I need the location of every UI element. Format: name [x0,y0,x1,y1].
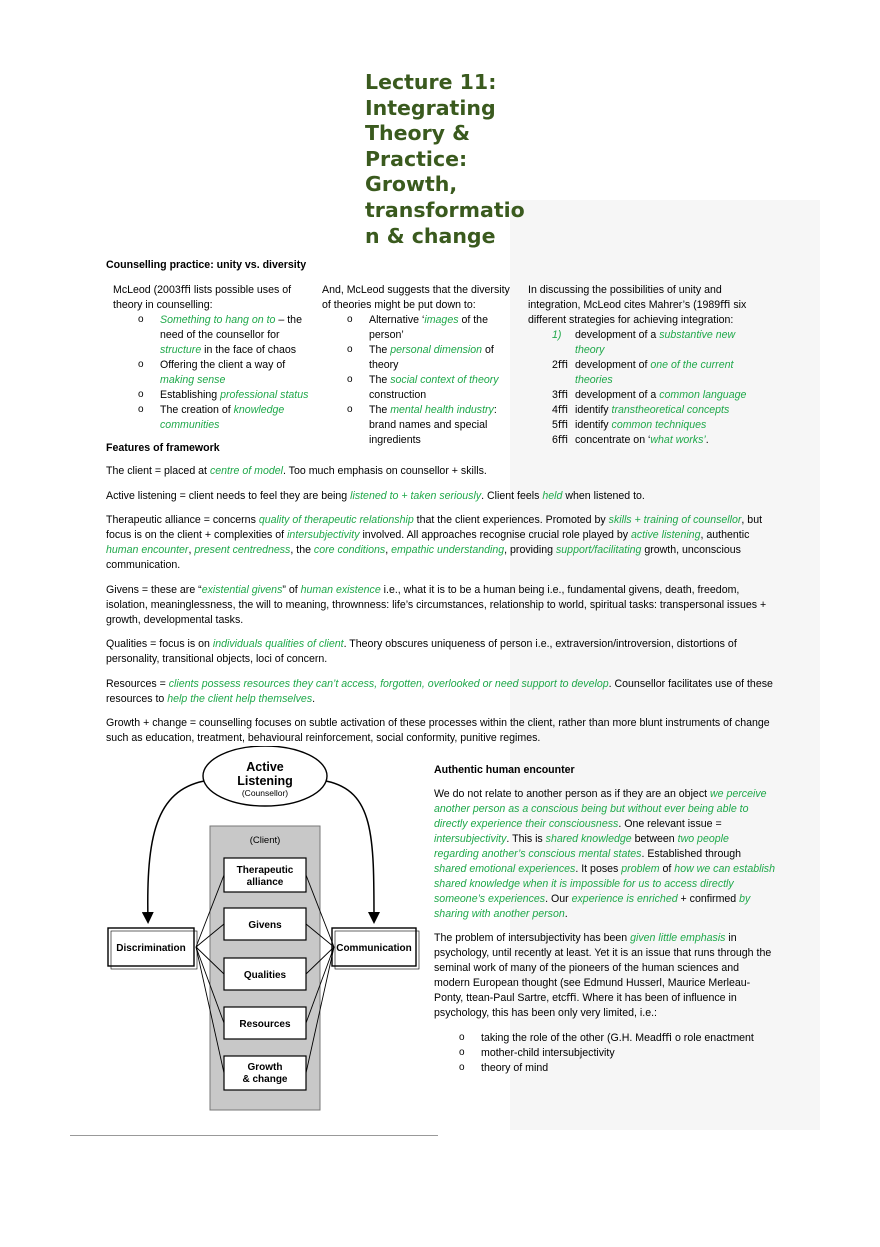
list-item: o theory of mind [434,1061,776,1076]
uses-list [113,313,309,433]
features-body [106,464,776,756]
authentic-paragraph-2: The problem of intersubjectivity has been given little emphasis in psychology, until recently at least. Yet it is an issue that runs through the seminal work of many of the pioneers of the human sciences and modern European thought (see Edmund Husserl, Maurice Merleau-Ponty, ttean-Paul Sartre, etcﬃ. Where it has been of influence in psychology, this has been only very limited, i.e.: [434,932,772,1020]
title-line: n & change [365,223,496,248]
title-line: Practice: [365,146,468,171]
diversity-column [322,283,518,448]
title-line: Growth, [365,172,458,197]
svg-text:Therapeutic: Therapeutic [236,865,294,876]
list-item: o The creation of knowledge communities [113,403,309,433]
active-listening-title-2: Listening [237,774,293,788]
list-item: o The personal dimension of theory [322,343,518,373]
column-intro: McLeod (2003ﬃ lists possible uses of theory in counselling: [113,284,292,312]
feature-client: The client = placed at centre of model. Too much emphasis on counsellor + skills. [106,465,487,477]
title-line: Integrating [365,95,496,120]
feature-growth-change: Growth + change = counselling focuses on subtle activation of these processes within the client, rather than more blunt instruments of change such as education, treatment, behavioural reinforcement, social conformity, punitive regimes. [106,717,770,745]
list-item: 5ﬃ identify common techniques [552,419,707,432]
list-item: o Something to hang on to – the need of the counsellor for structure in the face of chaos [113,313,309,358]
list-item: 3ﬃ development of a common language [552,389,747,402]
authentic-paragraph-1: We do not relate to another person as if they are an object we perceive another person as a conscious being but without ever being able to directly experience their consciousness. One relevant issue = intersubjectivity. This is shared knowledge between two people regarding another’s conscious mental states. Established through shared emotional experiences. It poses problem of how we can establish shared knowledge when it is impossible for us to access directly someone’s experiences. Our experience is enriched + confirmed by sharing with another person. [434,788,775,921]
svg-text:alliance: alliance [246,877,284,888]
list-item: 2ﬃ development of one of the current theories [552,359,734,387]
list-item: o Offering the client a way of making sense [113,358,309,388]
diversity-list [322,313,518,448]
svg-text:Givens: Givens [248,920,282,931]
discrimination-label: Discrimination [116,943,186,954]
svg-text:Qualities: Qualities [243,970,287,981]
feature-qualities: Qualities = focus is on individuals qualities of client. Theory obscures uniqueness of person i.e., extraversion/introversion, distortions of personality, transitional objects, loci of concern. [106,638,737,666]
client-label: (Client) [249,835,281,846]
list-item: o taking the role of the other (G.H. Meadﬃ o role enactment [434,1031,776,1046]
feature-active-listening: Active listening = client needs to feel they are being listened to + taken seriously. Client feels held when listened to. [106,489,645,502]
page-title [365,70,545,249]
list-item: 1) development of a substantive new theory [552,329,736,357]
intersubjectivity-list [434,1031,776,1076]
column-intro: In discussing the possibilities of unity and integration, McLeod cites Mahrer’s (1989ﬃ six different strategies for achieving integration: [528,284,747,327]
active-listening-sub: (Counsellor) [241,788,289,798]
section-heading-features: Features of framework [106,442,220,454]
list-item: o The social context of theory construction [322,373,518,403]
integration-column [528,283,758,448]
list-item: o The mental health industry: brand names and special ingredients [322,403,518,448]
feature-therapeutic-alliance: Therapeutic alliance = concerns quality of therapeutic relationship that the client experiences. Promoted by skills + training of counsellor, but focus is on the client + complexities of intersubjectivity involved. All approaches recognise crucial role played by active listening, authentic human encounter, present centredness, the core conditions, empathic understanding, providing support/facilitating growth, unconscious communication. [106,514,763,572]
list-item: o Establishing professional status [113,388,309,403]
svg-text:& change: & change [242,1074,288,1085]
title-line: Theory & [365,121,471,146]
section-heading-counselling-practice: Counselling practice: unity vs. diversity [106,259,307,271]
title-line: Lecture 11: [365,70,497,94]
authentic-encounter-section [434,763,776,1076]
svg-text:Resources: Resources [239,1019,291,1030]
column-intro: And, McLeod suggests that the diversity of theories might be put down to: [322,284,510,312]
title-line: transformatio [365,197,525,222]
list-item: o Alternative ‘images of the person’ [322,313,518,343]
feature-givens: Givens = these are “existential givens” of human existence i.e., what it is to be a human being i.e., fundamental givens, death, freedom, isolation, meaninglessness, the will to meaning, thrownness: life’s circumstances, relationship to world, spiritual tasks: transpersonal issues + growth, developmental tasks. [106,583,767,626]
list-item: 6ﬃ concentrate on ‘what works’. [552,434,709,447]
svg-text:Growth: Growth [247,1062,283,1073]
authentic-heading: Authentic human encounter [434,764,575,776]
active-listening-title: Active [246,760,284,774]
framework-diagram [106,746,426,1116]
feature-resources: Resources = clients possess resources they can’t access, forgotten, overlooked or need support to develop. Counsellor facilitates use of these resources to help the client help themselves. [106,677,773,705]
list-item: 4ﬃ identify transtheoretical concepts [552,404,730,417]
list-item: o mother-child intersubjectivity [434,1046,776,1061]
footnote-divider [70,1135,438,1136]
uses-of-theory-column [113,283,309,433]
strategies-list [528,328,758,448]
communication-label: Communication [336,943,412,954]
